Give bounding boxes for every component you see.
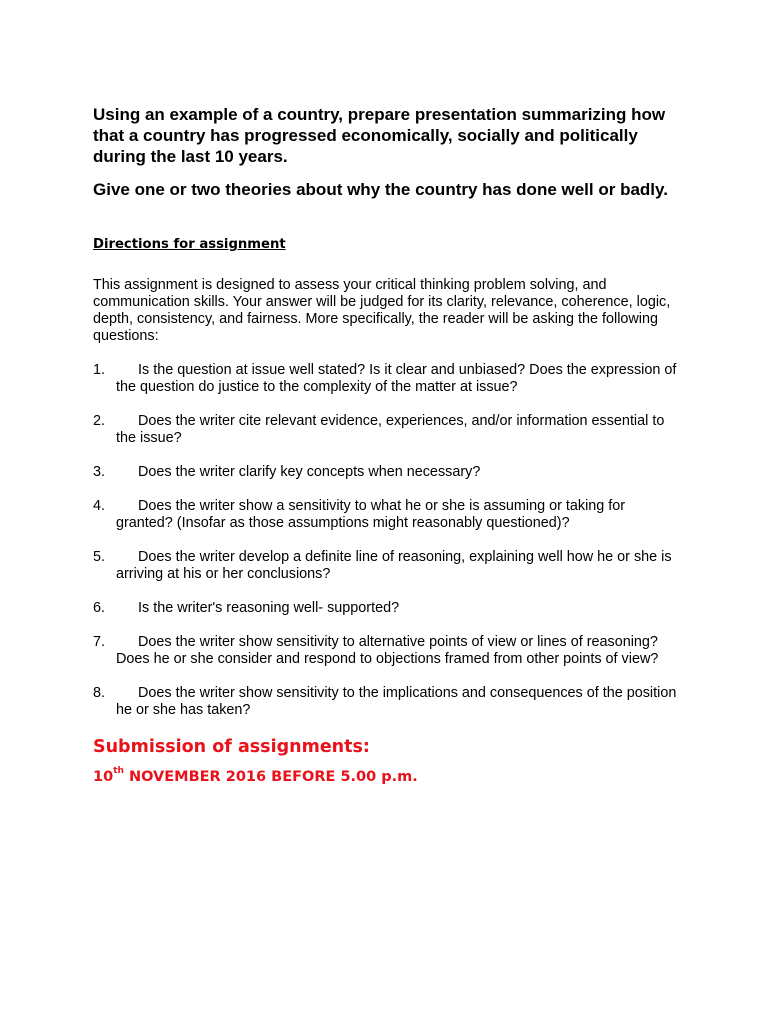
deadline-ordinal: th bbox=[113, 766, 124, 777]
assignment-theory-heading: Give one or two theories about why the country has done well or badly. bbox=[93, 180, 668, 199]
question-number: 1. bbox=[93, 362, 106, 378]
submission-deadline bbox=[93, 767, 683, 787]
directions-title: Directions for assignment bbox=[93, 237, 286, 252]
deadline-rest: NOVEMBER 2016 BEFORE 5.00 p.m. bbox=[123, 769, 418, 785]
question-text: Does the writer show sensitivity to alternative points of view or lines of reasoning? Does he or she consider and respond to objections framed from other points of view? bbox=[116, 634, 659, 667]
question-item-5 bbox=[93, 549, 683, 583]
assignment-task-heading: Using an example of a country, prepare presentation summarizing how that a country has progressed economically, socially and politically during the last 10 years. bbox=[93, 105, 666, 166]
question-text: Does the writer cite relevant evidence, experiences, and/or information essential to the issue? bbox=[116, 413, 665, 446]
question-number: 5. bbox=[93, 549, 106, 565]
question-item-1 bbox=[93, 362, 683, 396]
question-item-4 bbox=[93, 498, 683, 532]
question-number: 6. bbox=[93, 600, 106, 616]
question-text: Does the writer develop a definite line of reasoning, explaining well how he or she is arriving at his or her conclusions? bbox=[116, 549, 672, 582]
question-item-8 bbox=[93, 685, 683, 719]
question-item-7 bbox=[93, 634, 683, 668]
question-item-3 bbox=[93, 464, 683, 481]
question-number: 3. bbox=[93, 464, 106, 480]
question-number: 2. bbox=[93, 413, 106, 429]
question-item-2 bbox=[93, 413, 683, 447]
question-text: Does the writer clarify key concepts when necessary? bbox=[138, 464, 481, 480]
intro-paragraph: This assignment is designed to assess your critical thinking problem solving, and communication skills. Your answer will be judged for its clarity, relevance, coherence, logic, depth, consistency, and fairness. More specifically, the reader will be asking the following questions: bbox=[93, 277, 671, 344]
question-number: 7. bbox=[93, 634, 106, 650]
question-text: Does the writer show a sensitivity to what he or she is assuming or taking for granted? (Insofar as those assumptions might reasonably questioned)? bbox=[116, 498, 626, 531]
question-text: Is the writer's reasoning well- supported? bbox=[138, 600, 400, 616]
deadline-day: 10 bbox=[93, 769, 114, 785]
question-number: 4. bbox=[93, 498, 106, 514]
question-number: 8. bbox=[93, 685, 106, 701]
question-text: Does the writer show sensitivity to the implications and consequences of the position he or she has taken? bbox=[116, 685, 677, 718]
assignment-document bbox=[93, 104, 683, 787]
question-list bbox=[93, 362, 683, 719]
submission-title: Submission of assignments: bbox=[93, 737, 370, 757]
question-item-6 bbox=[93, 600, 683, 617]
question-text: Is the question at issue well stated? Is it clear and unbiased? Does the expression of the question do justice to the complexity of the matter at issue? bbox=[116, 362, 677, 395]
